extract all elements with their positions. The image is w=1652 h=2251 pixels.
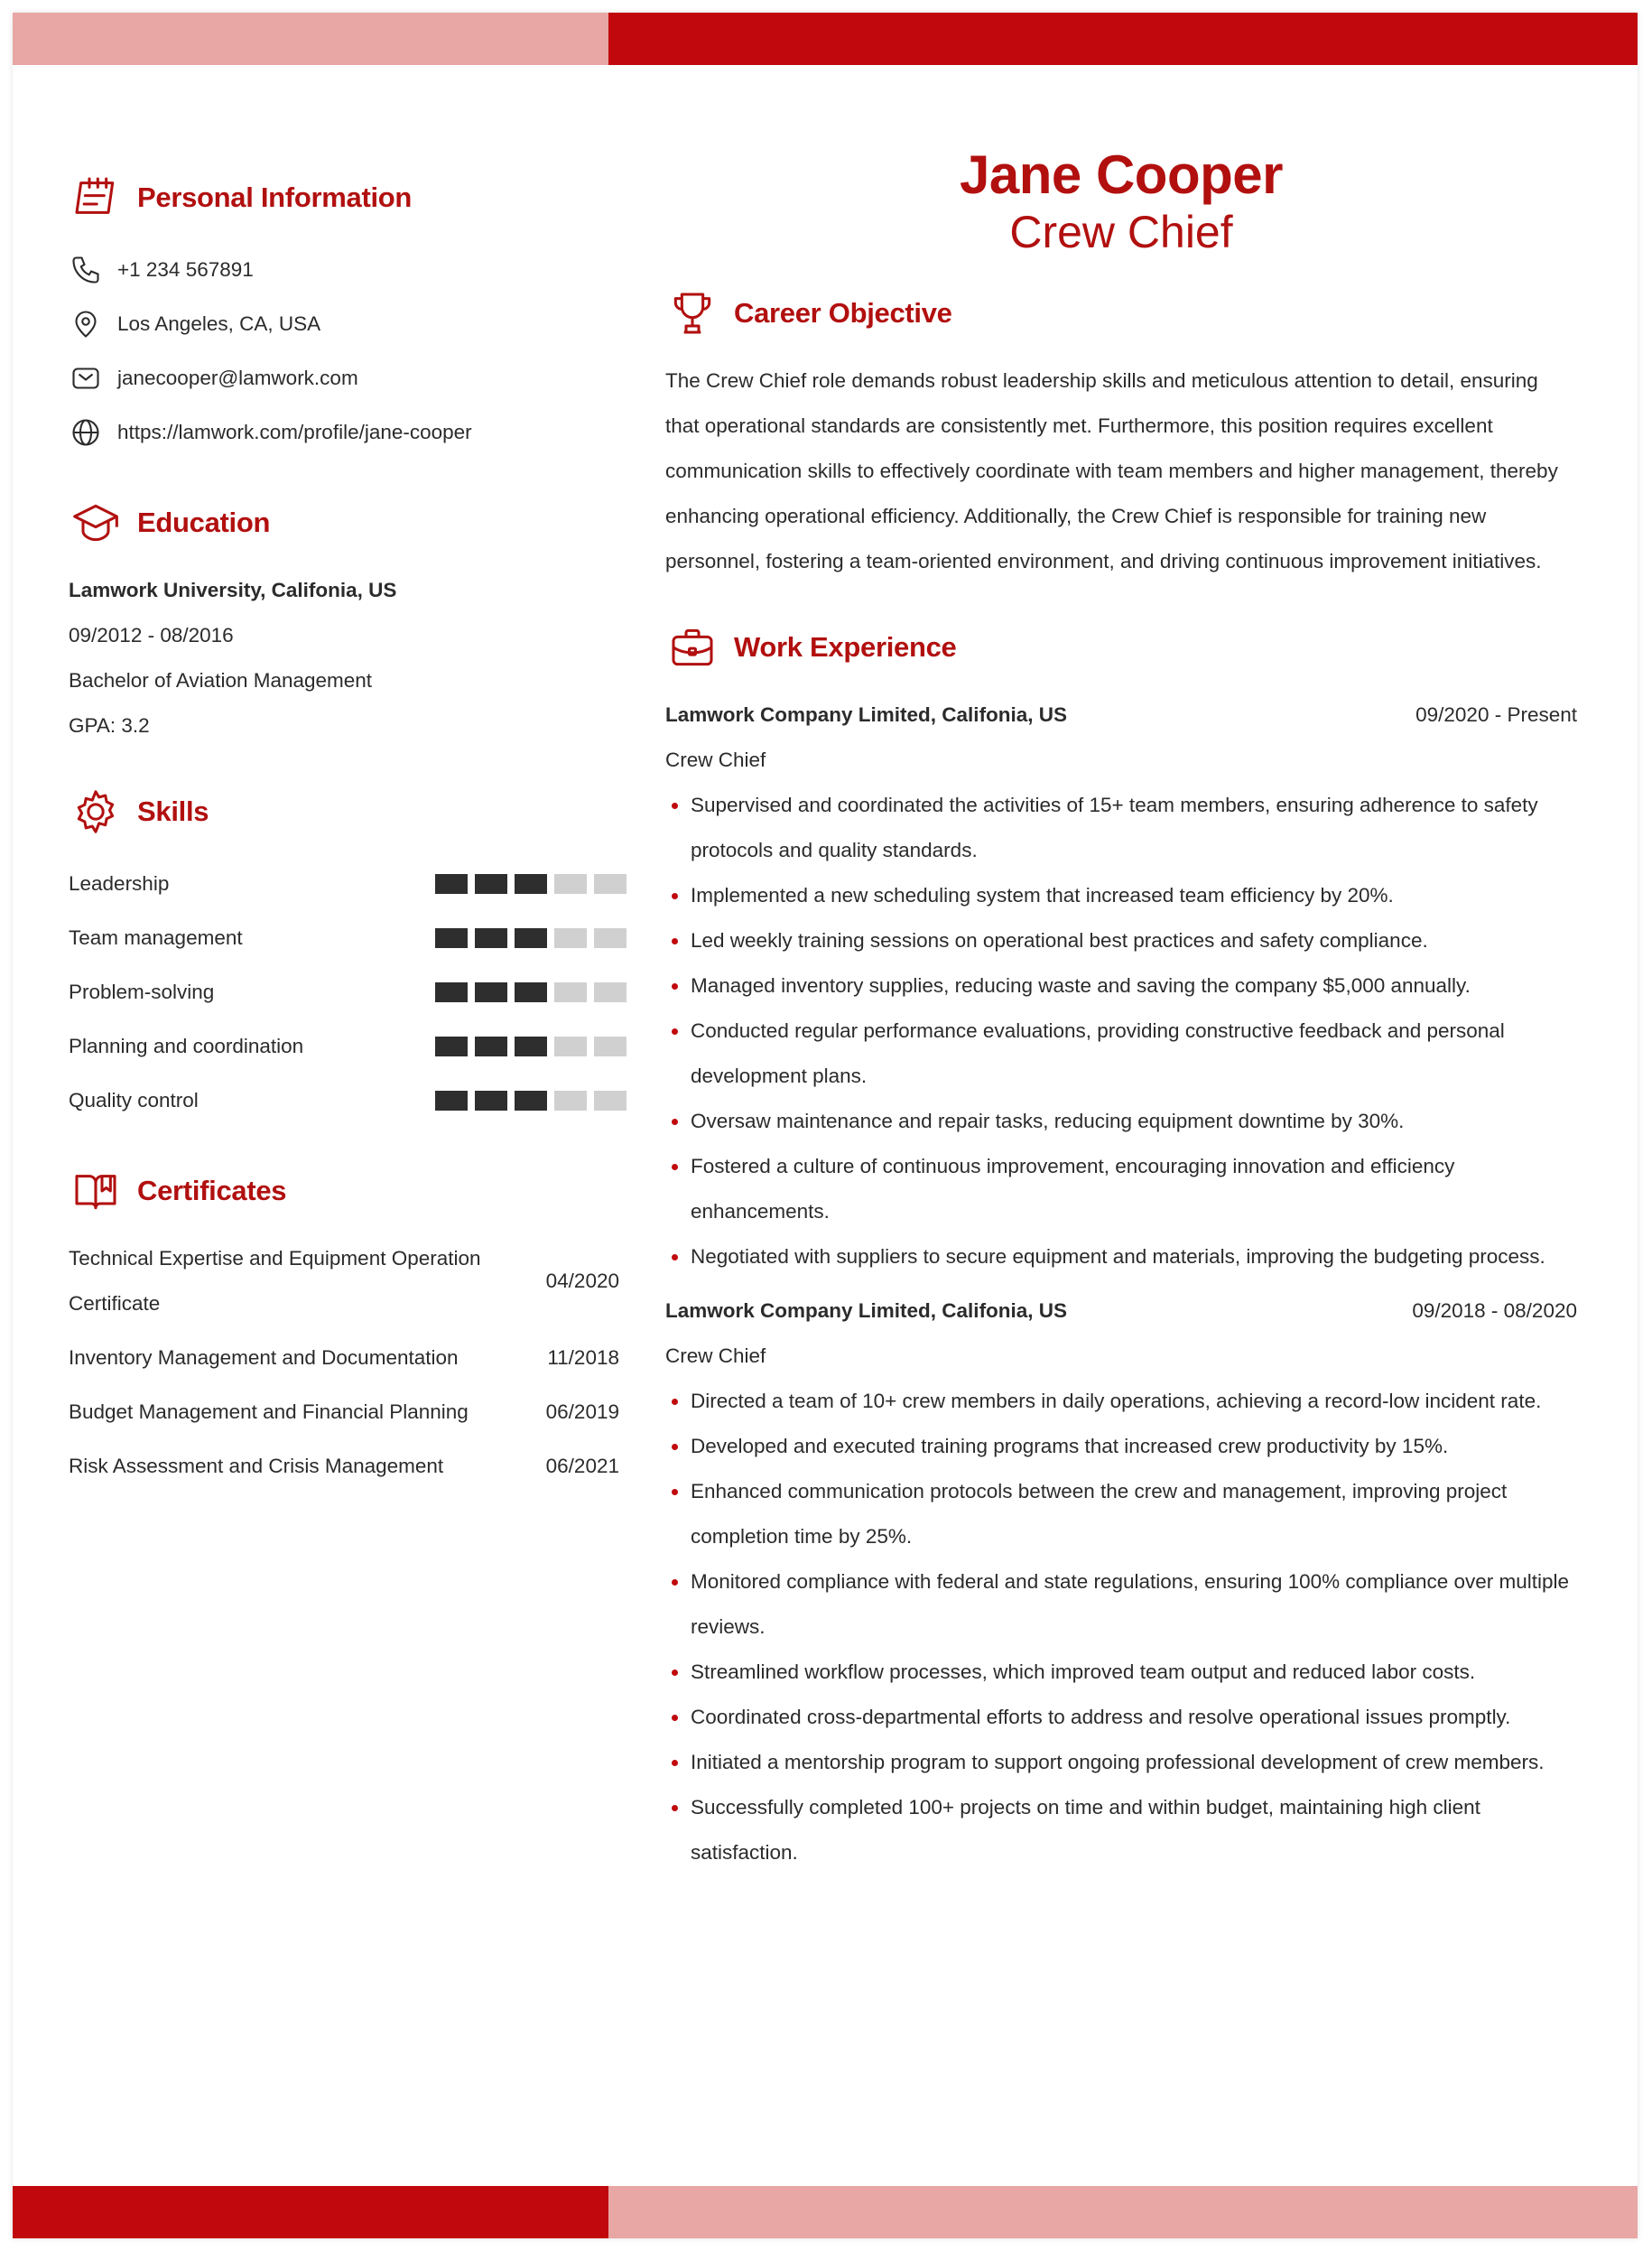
school-name: Lamwork University, Califonia, US <box>69 579 397 601</box>
skill-level-segment <box>435 1091 468 1111</box>
resume-page <box>13 13 1638 2238</box>
skill-level-segment <box>594 1091 626 1111</box>
skill-level-segment <box>594 1037 626 1056</box>
job-bullet: Monitored compliance with federal and state regulations, ensuring 100% compliance over multiple reviews. <box>665 1559 1577 1650</box>
section-title: Certificates <box>137 1175 287 1206</box>
bottom-bar-dark <box>13 2186 608 2238</box>
skill-name: Quality control <box>69 1089 199 1112</box>
phone-row <box>69 243 619 297</box>
certificate-name: Risk Assessment and Crisis Management <box>69 1455 444 1477</box>
certificates-header <box>69 1164 619 1218</box>
job-header <box>665 693 1577 738</box>
right-column <box>665 144 1577 1875</box>
certificate-name: Inventory Management and Documentation <box>69 1346 459 1369</box>
skill-level-segment <box>554 982 587 1002</box>
certificate-date: 04/2020 <box>545 1270 619 1292</box>
job-bullet: Enhanced communication protocols between the crew and management, improving project completion time by 25%. <box>665 1469 1577 1559</box>
certificate-date: 06/2019 <box>545 1400 619 1423</box>
job-company: Lamwork Company Limited, Califonia, US <box>665 703 1068 726</box>
certificates-list <box>69 1236 619 1489</box>
phone-icon <box>69 253 103 287</box>
job-bullet: Supervised and coordinated the activities of 15+ team members, ensuring adherence to safety protocols and quality standards. <box>665 783 1577 873</box>
bottom-bar-light <box>608 2186 1638 2238</box>
skills-header <box>69 785 619 839</box>
skill-level-segment <box>435 928 468 948</box>
globe-icon <box>69 415 103 450</box>
skill-level-segment <box>475 874 507 894</box>
skill-name: Problem-solving <box>69 981 215 1003</box>
job-bullet: Directed a team of 10+ crew members in daily operations, achieving a record-low incident rate. <box>665 1379 1577 1424</box>
education-header <box>69 496 619 550</box>
job-bullet: Led weekly training sessions on operational best practices and safety compliance. <box>665 918 1577 963</box>
job-company: Lamwork Company Limited, Califonia, US <box>665 1299 1068 1322</box>
location-row <box>69 297 619 351</box>
job-bullet: Coordinated cross-departmental efforts to address and resolve operational issues promptly. <box>665 1695 1577 1740</box>
website-link[interactable]: https://lamwork.com/profile/jane-cooper <box>117 421 472 443</box>
education-dates: 09/2012 - 08/2016 <box>69 624 234 646</box>
top-bar-dark <box>608 13 1638 65</box>
skill-level-segment <box>435 982 468 1002</box>
job-bullets <box>665 1379 1577 1875</box>
left-column <box>69 171 619 1489</box>
certificate-date: 06/2021 <box>545 1455 619 1477</box>
phone-text[interactable]: +1 234 567891 <box>117 258 254 281</box>
section-title: Personal Information <box>137 181 413 213</box>
skill-level-segment <box>554 928 587 948</box>
briefcase-icon <box>665 620 719 674</box>
objective-text: The Crew Chief role demands robust leadership skills and meticulous attention to detail, ensuring that operational standards are consistently met. Furthermore, this position requires excellent communication skills to effectively coordinate with team members and higher management, thereby enhancing operational efficiency. Additionally, the Crew Chief is responsible for training new personnel, fostering a team-oriented environment, and driving continuous improvement initiatives. <box>665 369 1558 572</box>
top-bar-light <box>13 13 608 65</box>
job-bullet: Initiated a mentorship program to support ongoing professional development of crew members. <box>665 1740 1577 1785</box>
skill-level-bar <box>435 1037 626 1056</box>
job-bullets <box>665 783 1577 1279</box>
section-title: Skills <box>137 795 209 827</box>
gpa: GPA: 3.2 <box>69 714 150 737</box>
job-bullet: Implemented a new scheduling system that increased team efficiency by 20%. <box>665 873 1577 918</box>
graduation-cap-icon <box>69 496 123 550</box>
objective-header <box>665 286 1577 340</box>
job-header <box>665 1288 1577 1334</box>
certificate-name: Budget Management and Financial Planning <box>69 1400 469 1423</box>
jobs-list <box>665 693 1577 1875</box>
certificate-row <box>69 1236 619 1326</box>
skill-level-segment <box>515 982 547 1002</box>
job-bullet: Managed inventory supplies, reducing waste and saving the company $5,000 annually. <box>665 963 1577 1009</box>
email-link[interactable]: janecooper@lamwork.com <box>117 367 358 389</box>
job-dates: 09/2020 - Present <box>1415 703 1577 726</box>
skill-row <box>69 857 619 911</box>
job-position: Crew Chief <box>665 1344 766 1367</box>
skill-level-segment <box>475 928 507 948</box>
skill-level-segment <box>475 982 507 1002</box>
job-bullet: Developed and executed training programs that increased crew productivity by 15%. <box>665 1424 1577 1469</box>
location-text: Los Angeles, CA, USA <box>117 312 321 335</box>
certificate-date: 11/2018 <box>547 1346 619 1369</box>
skill-level-segment <box>554 1091 587 1111</box>
job-bullet: Conducted regular performance evaluations, providing constructive feedback and personal development plans. <box>665 1009 1577 1099</box>
candidate-name: Jane Cooper <box>960 144 1283 205</box>
section-title: Education <box>137 507 271 538</box>
skill-level-bar <box>435 874 626 894</box>
candidate-role: Crew Chief <box>1009 207 1233 257</box>
skill-name: Team management <box>69 926 243 949</box>
certificate-row <box>69 1335 619 1381</box>
section-title: Career Objective <box>734 297 952 329</box>
job-bullet: Fostered a culture of continuous improvement, encouraging innovation and efficiency enhancements. <box>665 1144 1577 1234</box>
id-card-icon <box>69 171 123 225</box>
skill-level-bar <box>435 928 626 948</box>
certificate-row <box>69 1444 619 1489</box>
skill-level-segment <box>594 874 626 894</box>
degree: Bachelor of Aviation Management <box>69 669 373 692</box>
skill-level-bar <box>435 982 626 1002</box>
skill-row <box>69 1074 619 1128</box>
skill-name: Planning and coordination <box>69 1035 304 1057</box>
skills-list <box>69 857 619 1128</box>
website-row <box>69 405 619 460</box>
job-bullet: Streamlined workflow processes, which improved team output and reduced labor costs. <box>665 1650 1577 1695</box>
skill-level-segment <box>515 1091 547 1111</box>
work-header <box>665 620 1577 674</box>
skill-level-segment <box>594 928 626 948</box>
skill-level-segment <box>554 874 587 894</box>
book-icon <box>69 1164 123 1218</box>
job-position: Crew Chief <box>665 749 766 771</box>
skill-name: Leadership <box>69 872 170 895</box>
skill-level-segment <box>515 874 547 894</box>
skill-level-segment <box>435 874 468 894</box>
job-entry <box>665 1288 1577 1875</box>
job-entry <box>665 693 1577 1279</box>
personal-info-header <box>69 171 619 225</box>
job-bullet: Oversaw maintenance and repair tasks, reducing equipment downtime by 30%. <box>665 1099 1577 1144</box>
skill-level-segment <box>475 1037 507 1056</box>
skill-level-segment <box>515 928 547 948</box>
skill-level-segment <box>515 1037 547 1056</box>
skill-level-segment <box>594 982 626 1002</box>
skill-row <box>69 965 619 1019</box>
job-dates: 09/2018 - 08/2020 <box>1412 1299 1577 1322</box>
gear-icon <box>69 785 123 839</box>
skill-level-segment <box>435 1037 468 1056</box>
skill-level-bar <box>435 1091 626 1111</box>
certificate-name: Technical Expertise and Equipment Operation Certificate <box>69 1247 481 1315</box>
skill-row <box>69 911 619 965</box>
skill-level-segment <box>554 1037 587 1056</box>
trophy-icon <box>665 286 719 340</box>
mail-icon <box>69 361 103 395</box>
email-row <box>69 351 619 405</box>
certificate-row <box>69 1390 619 1435</box>
job-bullet: Negotiated with suppliers to secure equipment and materials, improving the budgeting process. <box>665 1234 1577 1279</box>
job-bullet: Successfully completed 100+ projects on time and within budget, maintaining high client satisfaction. <box>665 1785 1577 1875</box>
section-title: Work Experience <box>734 631 957 663</box>
map-pin-icon <box>69 307 103 341</box>
skill-level-segment <box>475 1091 507 1111</box>
skill-row <box>69 1019 619 1074</box>
